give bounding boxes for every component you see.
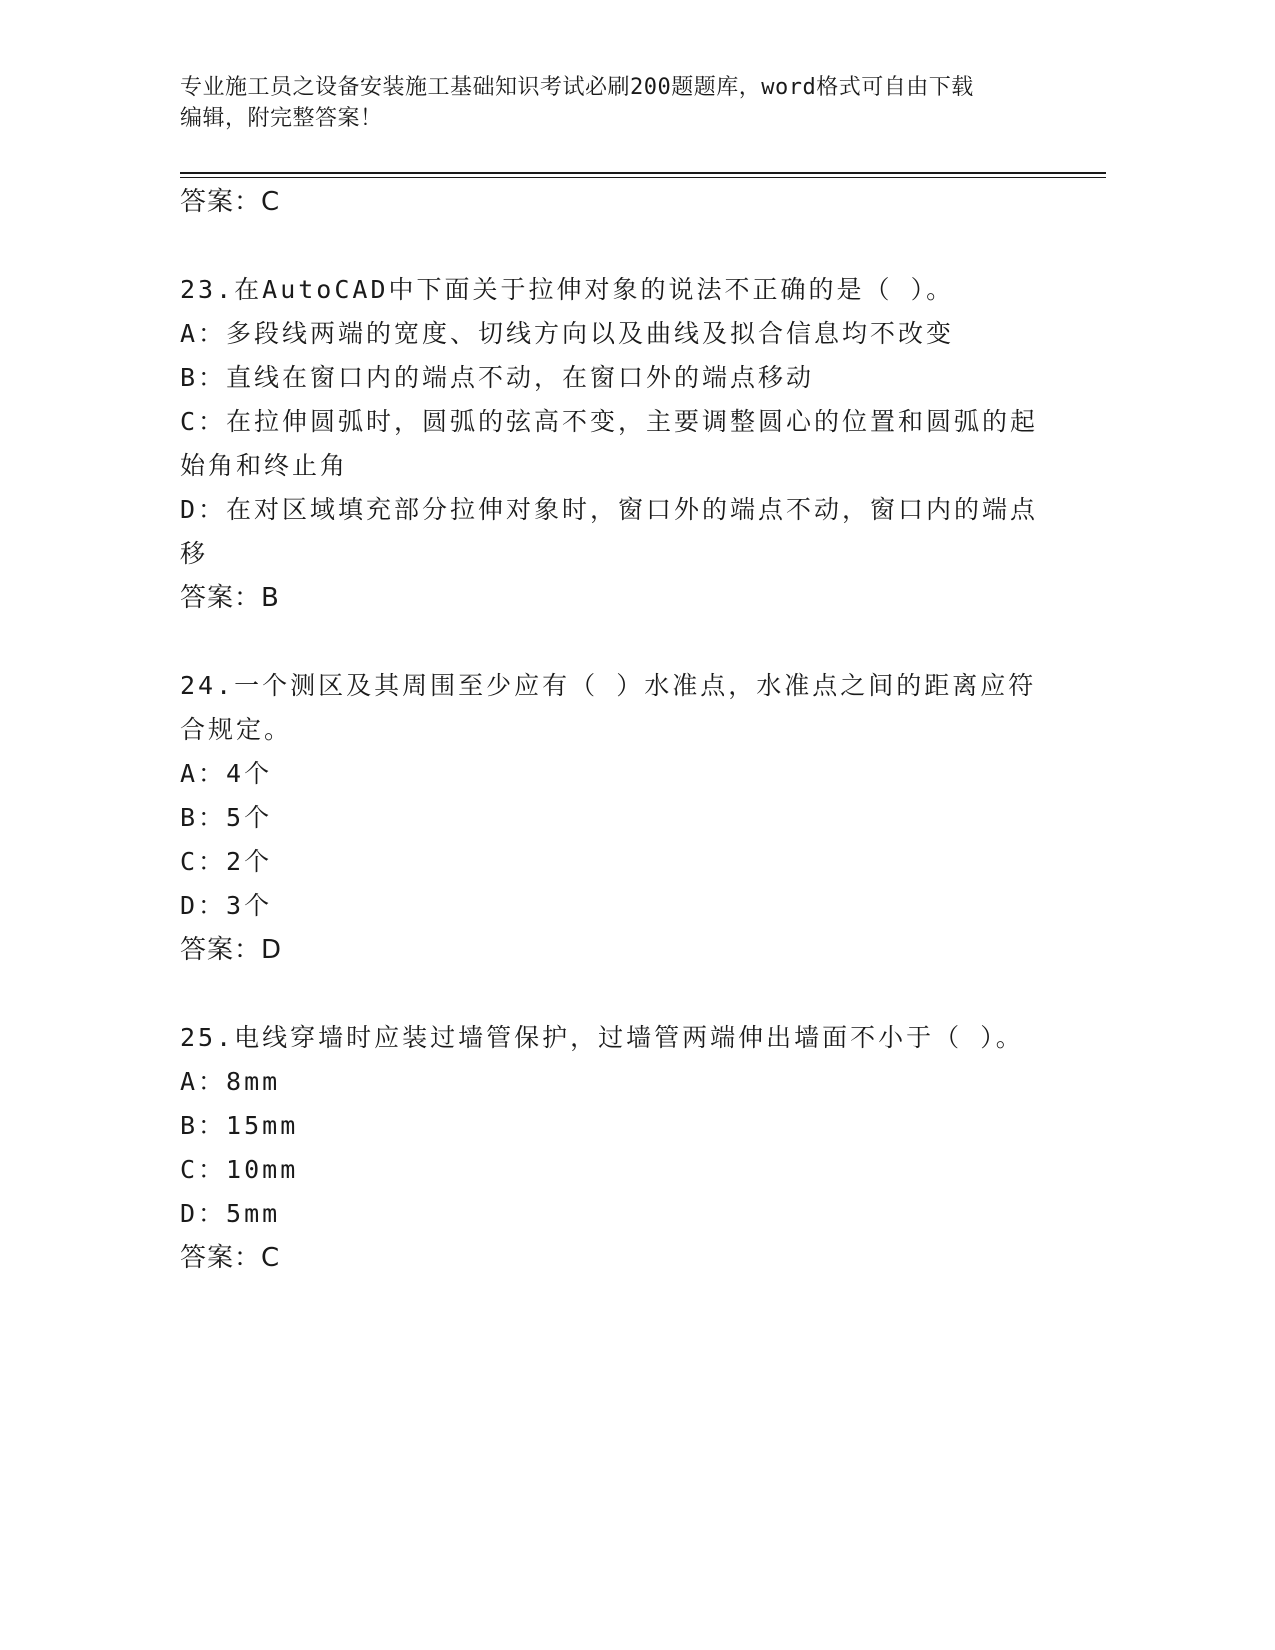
option-b: B：直线在窗口内的端点不动，在窗口外的端点移动 bbox=[180, 363, 815, 392]
header-divider-thin bbox=[180, 177, 1106, 178]
question-stem: 23.在AutoCAD中下面关于拉伸对象的说法不正确的是（ ）。 bbox=[180, 275, 955, 304]
spacer bbox=[180, 620, 1040, 664]
document-header bbox=[180, 72, 1030, 134]
answer: 答案：D bbox=[180, 935, 283, 965]
question-stem: 25.电线穿墙时应装过墙管保护，过墙管两端伸出墙面不小于（ ）。 bbox=[180, 1023, 1024, 1052]
question-list bbox=[180, 180, 1040, 1280]
header-line-1: 专业施工员之设备安装施工基础知识考试必刷200题题库，word格式可自由下载 bbox=[180, 75, 974, 100]
option-b: B：5个 bbox=[180, 803, 273, 832]
spacer bbox=[180, 224, 1040, 268]
question-stem: 24.一个测区及其周围至少应有（ ）水准点，水准点之间的距离应符 bbox=[180, 671, 1037, 700]
header-divider-thick bbox=[180, 172, 1106, 174]
previous-answer: 答案：C bbox=[180, 187, 281, 217]
option-a: A：8mm bbox=[180, 1067, 281, 1096]
question-24 bbox=[180, 664, 1040, 972]
option-a: A：多段线两端的宽度、切线方向以及曲线及拟合信息均不改变 bbox=[180, 319, 955, 348]
option-c: C：在拉伸圆弧时，圆弧的弦高不变，主要调整圆心的位置和圆弧的起 bbox=[180, 407, 1039, 436]
answer: 答案：B bbox=[180, 583, 280, 613]
question-23 bbox=[180, 268, 1040, 620]
option-d: D：在对区域填充部分拉伸对象时，窗口外的端点不动，窗口内的端点 bbox=[180, 495, 1039, 524]
option-c: C：10mm bbox=[180, 1155, 299, 1184]
option-b: B：15mm bbox=[180, 1111, 299, 1140]
question-stem-continued: 合规定。 bbox=[180, 715, 293, 744]
spacer bbox=[180, 972, 1040, 1016]
option-d: D：5mm bbox=[180, 1199, 281, 1228]
option-a: A：4个 bbox=[180, 759, 273, 788]
question-25 bbox=[180, 1016, 1040, 1280]
option-c-continued: 始角和终止角 bbox=[180, 451, 349, 480]
option-c: C：2个 bbox=[180, 847, 273, 876]
option-d: D：3个 bbox=[180, 891, 273, 920]
header-line-2: 编辑，附完整答案！ bbox=[180, 106, 383, 131]
answer: 答案：C bbox=[180, 1243, 281, 1273]
option-d-continued: 移 bbox=[180, 539, 209, 568]
